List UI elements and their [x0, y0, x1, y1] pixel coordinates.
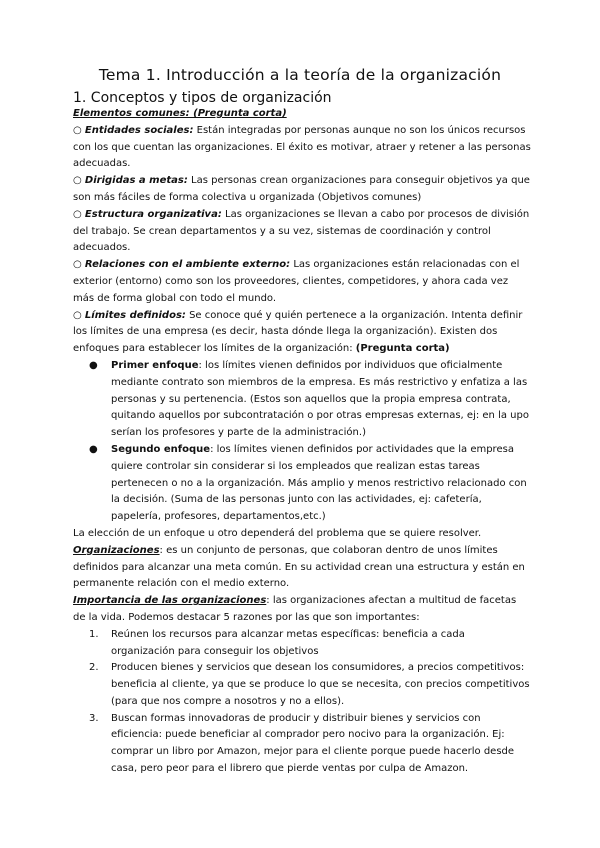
- list-item: [73, 442, 531, 526]
- razon-text: Reúnen los recursos para alcanzar metas específicas: beneficia a cada organización para conseguir los objetivos: [111, 628, 465, 657]
- circle-bullet-icon: ○: [73, 175, 82, 187]
- item-number: 2.: [89, 662, 99, 674]
- list-item: [73, 711, 531, 778]
- elementos-heading: [73, 106, 531, 123]
- eleccion-paragraph: La elección de un enfoque u otro dependerá del problema que se quiere resolver.: [73, 527, 482, 539]
- list-item: [73, 123, 531, 173]
- enfoques-list: [73, 358, 531, 526]
- item-text: Las organizaciones están relacionadas con el exterior (entorno) como son los proveedores, clientes, competidores, y ahora cada vez más de forma global con todo el mundo.: [73, 259, 520, 304]
- item-number: 1.: [89, 628, 99, 640]
- organizaciones-paragraph: [73, 543, 531, 593]
- list-item: [73, 308, 531, 358]
- item-number: 3.: [89, 712, 99, 724]
- list-item: [73, 660, 531, 710]
- enfoque-text: : los límites vienen definidos por individuos que oficialmente mediante contrato son miembros de la empresa. Es más restrictivo y enfatiza a las personas y su pertenencia. (Estos son aquellos que la propia empresa contrata, quitando aquellos por subcontratación o por otras empresas externas, ej: en la upo serían los profesores y parte de la administración.): [111, 359, 529, 439]
- bullet-dot-icon: ●: [89, 443, 98, 455]
- section-heading: 1. Conceptos y tipos de organización: [73, 90, 332, 106]
- list-item: [73, 207, 531, 257]
- organizaciones-text: : es un conjunto de personas, que colaboran dentro de unos límites definidos para alcanzar una meta común. En su actividad crean una estructura y están en permanente relación con el medio externo.: [73, 544, 525, 590]
- list-item: [73, 358, 531, 442]
- list-item: [73, 257, 531, 307]
- item-label: Límites definidos:: [84, 309, 186, 321]
- circle-bullet-icon: ○: [73, 259, 82, 271]
- importancia-text: : las organizaciones afectan a multitud de facetas de la vida. Podemos destacar 5 razones por las que son importantes:: [73, 595, 517, 623]
- organizaciones-label: Organizaciones: [73, 544, 160, 556]
- bullet-dot-icon: ●: [89, 359, 98, 371]
- document-body: [73, 106, 531, 778]
- importancia-paragraph: [73, 593, 531, 627]
- circle-bullet-icon: ○: [73, 309, 82, 321]
- item-label: Dirigidas a metas:: [84, 175, 188, 187]
- item-label: Relaciones con el ambiente externo:: [84, 259, 291, 271]
- item-text: Están integradas por personas aunque no son los únicos recursos con los que cuentan las organizaciones. El éxito es motivar, atraer y retener a las personas adecuadas.: [73, 124, 531, 170]
- item-label: Estructura organizativa:: [84, 208, 222, 220]
- list-item: [73, 627, 531, 661]
- circle-bullet-icon: ○: [73, 208, 82, 220]
- enfoque-label: Primer enfoque: [111, 359, 199, 371]
- item-text: Las personas crean organizaciones para conseguir objetivos ya que son más fáciles de forma colectiva u organizada (Objetivos comunes): [73, 175, 530, 203]
- item-text: Las organizaciones se llevan a cabo por procesos de división del trabajo. Se crean departamentos y a su vez, sistemas de coordinación y control adecuados.: [73, 208, 530, 254]
- list-item: [73, 173, 531, 207]
- document-title: Tema 1. Introducción a la teoría de la organización: [98, 66, 502, 84]
- item-tail: (Pregunta corta): [355, 343, 450, 355]
- circle-bullet-icon: ○: [73, 124, 82, 136]
- item-label: Entidades sociales:: [84, 124, 194, 136]
- enfoque-text: : los límites vienen definidos por actividades que la empresa quiere controlar sin considerar si los empleados que realizan estas tareas pertenecen o no a la organización. Más amplio y menos restrictivo relacionado con la decisión. (Suma de las personas junto con las actividades, ej: cafetería, papelería, profesores, departamentos,etc.): [111, 443, 527, 523]
- elementos-heading-text: Elementos comunes: (Pregunta corta): [73, 108, 287, 119]
- razon-text: Producen bienes y servicios que desean los consumidores, a precios competitivos: beneficia al cliente, ya que se produce lo que se necesita, con precios competitivos (para que nos compre a nosotros y no a ellos).: [111, 662, 530, 707]
- importancia-label: Importancia de las organizaciones: [73, 595, 267, 607]
- enfoque-label: Segundo enfoque: [111, 443, 211, 455]
- item-text: Se conoce qué y quién pertenece a la organización. Intenta definir los límites de una empresa (es decir, hasta dónde llega la organización). Existen dos enfoques para establecer los límites de la organización:: [73, 309, 523, 355]
- razon-text: Buscan formas innovadoras de producir y distribuir bienes y servicios con eficiencia: puede beneficiar al comprador pero nocivo para la organización. Ej: comprar un libro por Amazon, mejor para el cliente porque puede hacerlo desde casa, pero peor para el librero que pierde ventas por culpa de Amazon.: [111, 712, 515, 775]
- razones-list: [73, 627, 531, 778]
